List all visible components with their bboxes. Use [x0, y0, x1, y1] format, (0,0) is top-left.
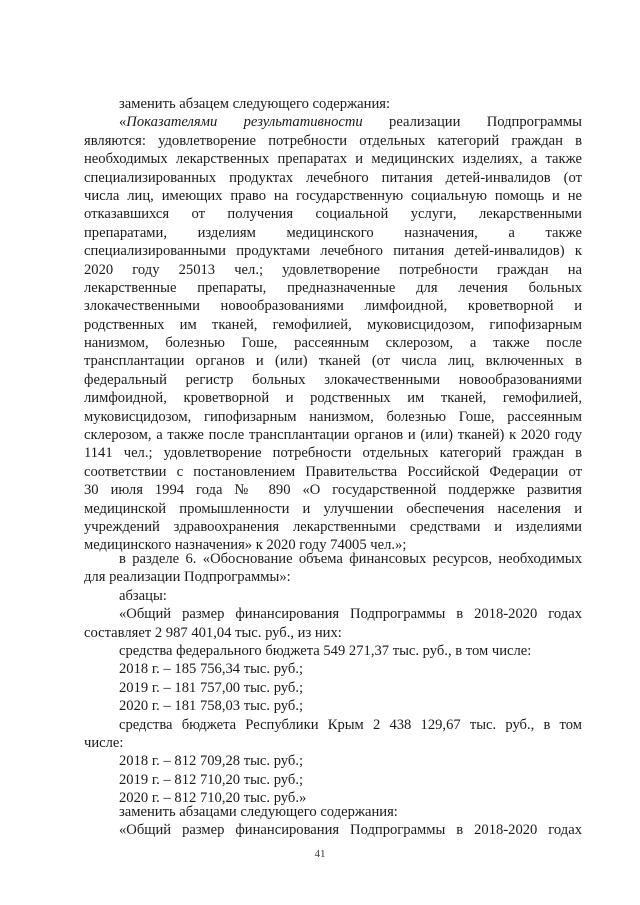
- indicators-last-line: медицинского назначения» к 2020 году 74005 чел.»;: [84, 537, 407, 554]
- paragraph-line: отказавшихся от получения социальной услуги, лекарственными: [84, 206, 582, 223]
- regional-year-amount: 2019 г. – 812 710,20 тыс. руб.;: [119, 771, 304, 788]
- total-financing-line: «Общий размер финансирования Подпрограммы в 2018-2020 годах: [119, 606, 582, 623]
- replacement-total-line: «Общий размер финансирования Подпрограммы в 2018-2020 годах: [119, 822, 582, 839]
- paragraph-line: специализированных продуктах лечебного питания детей-инвалидов (от: [84, 169, 582, 186]
- paragraph-line: медицинской промышленности и улучшении обеспечения населения и: [84, 500, 582, 517]
- paragraph-line: препаратами, изделиям медицинского назначения, а также: [84, 224, 582, 241]
- paragraph-line: соответствии с постановлением Правительства Российской Федерации от: [84, 463, 582, 480]
- section-6-reference-line-2: для реализации Подпрограммы»:: [84, 569, 291, 586]
- indicators-italic-term: Показателями результативности: [126, 114, 363, 131]
- paragraph-line: специализированными продуктами лечебного питания детей-инвалидов) к: [84, 243, 582, 260]
- indicators-paragraph: [84, 132, 582, 537]
- paragraph-line: склерозом, а также после трансплантации органов и (или) тканей) к 2020 году: [84, 427, 582, 444]
- paragraph-line: 2020 году 25013 чел.; удовлетворение потребности граждан на: [84, 261, 582, 278]
- regional-budget-line-2: числе:: [84, 734, 124, 751]
- total-financing-line-2: составляет 2 987 401,04 тыс. руб., из них:: [84, 624, 342, 641]
- paragraph-line: нанизмом, болезнью Гоше, рассеянным склерозом, а также после: [84, 335, 582, 352]
- section-6-reference-line: в разделе 6. «Обоснование объема финансовых ресурсов, необходимых: [119, 551, 582, 567]
- amendment-section-6: [84, 550, 582, 807]
- paragraph-line: числа лиц, имеющих право на государственную социальную помощь и не: [84, 187, 582, 204]
- paragraphs-label: абзацы:: [119, 587, 167, 604]
- paragraph-line: муковисцидозом, гипофизарным нанизмом, болезнью Гоше, рассеянным: [84, 408, 582, 425]
- regional-years-list: [84, 752, 582, 807]
- paragraph-line: злокачественными новообразованиями лимфоидной, кроветворной и: [84, 298, 582, 315]
- federal-budget-line: средства федерального бюджета 549 271,37 тыс. руб., в том числе:: [119, 642, 532, 659]
- paragraph-line: родственных им тканей, гемофилией, муковисцидозом, гипофизарным: [84, 316, 582, 333]
- amendment-replacement: [84, 803, 582, 840]
- federal-year-amount: 2018 г. – 185 756,34 тыс. руб.;: [119, 661, 304, 678]
- federal-year-amount: 2019 г. – 181 757,00 тыс. руб.;: [119, 679, 304, 696]
- paragraph-line: являются: удовлетворение потребности отдельных категорий граждан в: [84, 132, 582, 149]
- paragraph-line: учреждений здравоохранения лекарственными средствами и изделиями: [84, 518, 582, 535]
- paragraph-line: лекарственные препараты, предназначенные для лечения больных: [84, 279, 582, 296]
- amendment-indicators: [84, 95, 582, 555]
- paragraph-line: необходимых лекарственных препаратах и медицинских изделиях, а также: [84, 151, 582, 168]
- paragraph-line: 30 июля 1994 года № 890 «О государственной поддержке развития: [84, 482, 582, 499]
- federal-year-amount: 2020 г. – 181 758,03 тыс. руб.;: [119, 698, 304, 715]
- amendment-heading: заменить абзацем следующего содержания:: [119, 96, 391, 112]
- regional-year-amount: 2018 г. – 812 709,28 тыс. руб.;: [119, 753, 304, 770]
- regional-budget-line: средства бюджета Республики Крым 2 438 129,67 тыс. руб., в том: [119, 716, 582, 733]
- replacement-heading: заменить абзацами следующего содержания:: [119, 804, 398, 820]
- paragraph-line: трансплантации органов и (или) тканей (от числа лиц, включенных в: [84, 353, 582, 370]
- regional-year-amount: 2020 г. – 812 710,20 тыс. руб.»: [119, 790, 307, 807]
- federal-years-list: [84, 660, 582, 715]
- indicators-intro-line: «Показателями результативности реализации Подпрограммы: [119, 114, 582, 131]
- paragraph-line: 1141 чел.; удовлетворение потребности отдельных категорий граждан в: [84, 445, 582, 462]
- paragraph-line: федеральный регистр больных злокачественными новообразованиями: [84, 371, 582, 388]
- page-number: 41: [314, 848, 326, 860]
- paragraph-line: лимфоидной, кроветворной и родственных им тканей, гемофилией,: [84, 390, 582, 407]
